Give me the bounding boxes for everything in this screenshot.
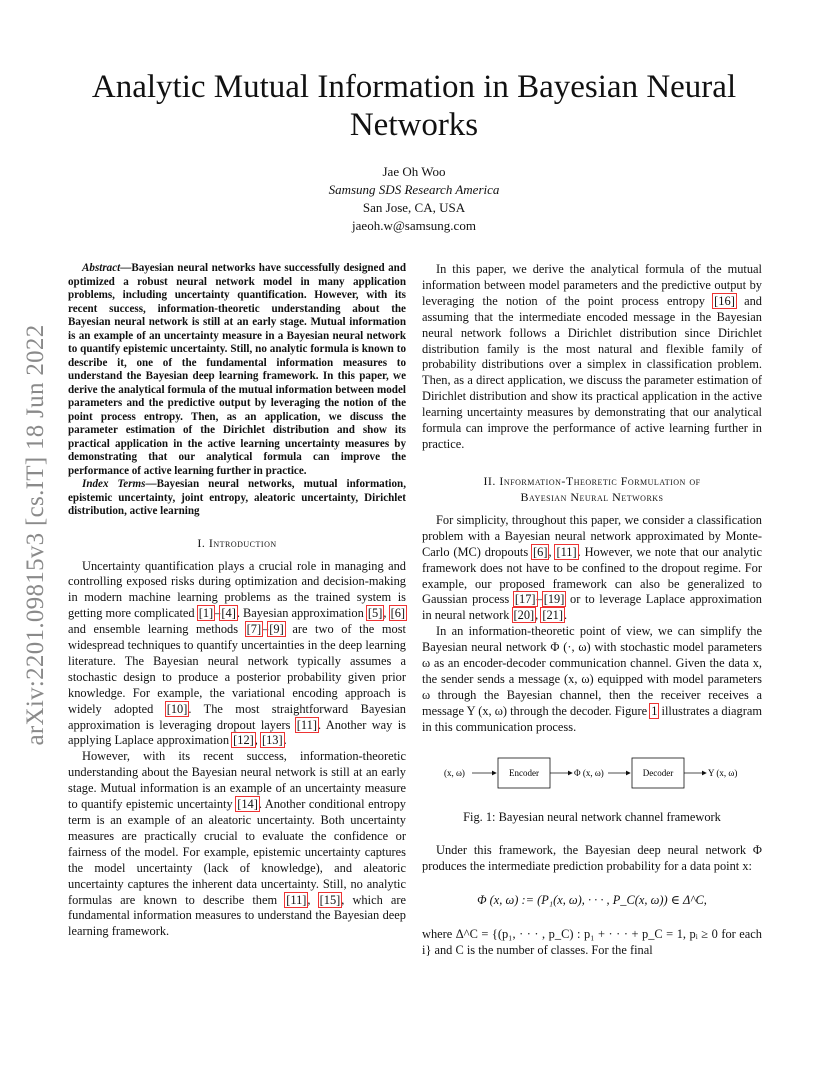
left-column (68, 262, 406, 940)
paragraph-text: – (214, 606, 221, 621)
intro-paragraph-1 (68, 559, 406, 750)
section-heading-line-1: II. Information-Theoretic Formulation of (483, 473, 701, 488)
paragraph-text: , (535, 608, 542, 623)
figure-output-label: Y (x, ω) (708, 767, 738, 778)
arxiv-sidebar-stamp (16, 300, 56, 770)
paragraph-text: . (564, 608, 568, 623)
decoder-label: Decoder (642, 767, 674, 778)
abstract-text: —Bayesian neural networks have successfully designed and optimized a robust neural network model in many application problems, including uncertainty quantification. However, with its recent success, information-theoretic understanding about the Bayesian neural network is still at an early stage. Mutual information is an example of an uncertainty measure in a Bayesian neural network to quantify epistemic uncertainty. Still, no analytic formula is known to describe it, one of the fundamental information measures to understand the Bayesian deep learning framework. In this paper, we derive the analytical formula of the mutual information between model parameters and the predictive output by leveraging the notion of the point process entropy. Then, as an application, we discuss the parameter estimation of the Dirichlet distribution and show its practical application in the active learning uncertainty measures by demonstrating that our analytical formula can improve the performance of active learning further in practice. (68, 262, 406, 477)
author-affiliation: Samsung SDS Research America (328, 182, 500, 197)
figure-1-diagram (422, 746, 762, 802)
encoder-label: Encoder (509, 767, 539, 778)
paragraph-text: – (536, 592, 543, 607)
citation-link[interactable]: [1] (198, 606, 214, 621)
figure-input-label: (x, ω) (444, 767, 465, 778)
citation-link[interactable]: [15] (319, 892, 341, 907)
figure-mid-label: Φ (x, ω) (574, 767, 604, 778)
citation-link[interactable]: [14] (237, 797, 258, 812)
citation-link[interactable]: [5] (367, 606, 383, 621)
paragraph-text: . Another way is applying Laplace approximation (68, 717, 407, 748)
formulation-paragraph-2 (422, 624, 762, 735)
citation-link[interactable]: [13] (261, 733, 283, 748)
index-terms-text: —Bayesian neural networks, mutual information, epistemic uncertainty, joint entropy, aleatoric uncertainty, Dirichlet distribution, active learning (68, 478, 406, 517)
citation-link[interactable]: [21] (542, 608, 564, 623)
paper-title: Analytic Mutual Information in Bayesian Neural Networks (91, 69, 737, 143)
channel-diagram (422, 746, 762, 802)
paragraph-text: . Another conditional entropy term is an example of an aleatoric uncertainty. Both uncertainty measures are practically crucial to evaluate the confidence or fairness of the model. For example, epistemic uncertainty captures the model uncertainty (lack of knowledge), and aleatoric uncertainty captures the inherent data uncertainty. Still, no analytic formulas are known to describe them (68, 797, 406, 907)
citation-link[interactable]: [10] (166, 701, 188, 716)
formulation-paragraph-4: where Δ^C = {(p₁, · · · , p_C) : p₁ + · · · + p_C = 1, pᵢ ≥ 0 for each i} and C is the number of classes. For the final (422, 927, 762, 958)
author-name: Jae Oh Woo (382, 164, 446, 179)
paragraph-text: Uncertainty quantification plays a crucial role in managing and controlling exposed risks during optimization and decision-making in modern machine learning problems as the trained system is getting more complicated (68, 558, 406, 621)
paragraph-text: . The most straightforward Bayesian approximation is leveraging dropout layers (68, 701, 406, 732)
paragraph-text: . (283, 733, 287, 748)
author-block (214, 163, 614, 235)
citation-link[interactable]: [17] (514, 592, 536, 607)
abstract-label: Abstract (82, 262, 121, 274)
citation-link[interactable]: [9] (269, 622, 284, 637)
formulation-paragraph-1 (422, 513, 762, 624)
paragraph-text: In an information-theoretic point of view, we can simplify the Bayesian neural network Φ (·, ω) with stochastic model parameters ω as an encoder-decoder communication channel. Given the data x, the sender sends a message (x, ω) equipped with model parameters ω through the Bayesian channel, then the receiver receives a message Y (x, ω) through the decoder. Figure (422, 624, 762, 718)
paragraph-text: For simplicity, throughout this paper, we consider a classification problem with a Bayesian neural network approximated by Monte-Carlo (MC) dropouts (422, 512, 762, 559)
citation-link[interactable]: [20] (513, 608, 535, 623)
abstract (68, 262, 406, 478)
citation-link[interactable]: [11] (556, 544, 577, 559)
paragraph-text: . Bayesian approximation (236, 606, 367, 621)
index-terms (68, 478, 406, 519)
paragraph-text: , which are fundamental information measures to understand the Bayesian deep learning framework. (68, 892, 406, 939)
paragraph-text: . However, we note that our analytic framework does not have to be confined to the dropout regime. For example, our proposed framework can also be generalized to Gaussian process (422, 544, 762, 607)
arxiv-identifier: arXiv:2201.09815v3 [cs.IT] 18 Jun 2022 (22, 324, 49, 746)
paragraph-text: , (548, 544, 556, 559)
paragraph-text: or to leverage Laplace approximation in neural network (422, 592, 762, 623)
citation-link[interactable]: [11] (296, 717, 317, 732)
intro-paragraph-2 (68, 749, 406, 940)
section-heading-formulation (422, 473, 762, 505)
paragraph-text: illustrates a diagram in this communication process. (422, 703, 762, 734)
paragraph-text: and ensemble learning methods (68, 622, 246, 637)
author-location: San Jose, CA, USA (362, 200, 466, 215)
paragraph-text: , (383, 606, 390, 621)
paragraph-text: are two of the most widespread techniques to quantify uncertainties in the deep learning literature. The Bayesian neural network typically assumes a stochastic design to produce a posterior probability given prior knowledge. For example, the variational encoding approach is widely adopted (68, 622, 406, 716)
paragraph-text: In this paper, we derive the analytical formula of the mutual information between model parameters and the predictive output by leveraging the notion of the point process entropy (422, 262, 762, 308)
formulation-paragraph-3: Under this framework, the Bayesian deep neural network Φ produces the intermediate prediction probability for a data point x: (422, 843, 762, 874)
paragraph-text: , (307, 892, 319, 907)
citation-link[interactable]: [6] (533, 544, 548, 559)
intro-paragraph-3 (422, 262, 762, 453)
paragraph-text: and assuming that the intermediate encoded message in the Bayesian neural network follows a Dirichlet distribution since Dirichlet distribution family is the most natural and flexible family of probability distributions over a simplex in classification problem. Then, as a direct application, we discuss the parameter estimation of Dirichlet distribution and show its practical application in the active learning uncertainty measures by demonstrating that our analytical formula can improve the performance of active learning further in practice. (422, 293, 762, 451)
right-column (422, 262, 762, 959)
equation-phi: Φ (x, ω) := (P₁(x, ω), · · · , P_C(x, ω)) ∈ Δ^C, (477, 893, 707, 908)
citation-link[interactable]: [19] (543, 592, 565, 607)
citation-link[interactable]: [12] (233, 733, 254, 748)
citation-link[interactable]: [4] (221, 606, 236, 621)
figure-1-caption: Fig. 1: Bayesian neural network channel framework (463, 809, 721, 824)
citation-link[interactable]: [7] (246, 622, 262, 637)
paragraph-text: – (262, 622, 269, 637)
index-terms-label: Index Terms (82, 478, 146, 490)
section-heading-introduction: I. Introduction (197, 535, 277, 550)
citation-link[interactable]: 1 (651, 703, 658, 718)
author-email: jaeoh.w@samsung.com (352, 218, 476, 233)
citation-link[interactable]: [11] (286, 892, 307, 907)
paragraph-text: However, with its recent success, information-theoretic understanding about the Bayesian neural network is still at an early stage. Mutual information is an example of an uncertainty measure to quantify epistemic uncertainty (68, 749, 406, 812)
paragraph-text: , (254, 733, 261, 748)
citation-link[interactable]: [16] (714, 293, 735, 308)
citation-link[interactable]: [6] (390, 606, 406, 621)
section-heading-line-2: Bayesian Neural Networks (520, 489, 664, 504)
